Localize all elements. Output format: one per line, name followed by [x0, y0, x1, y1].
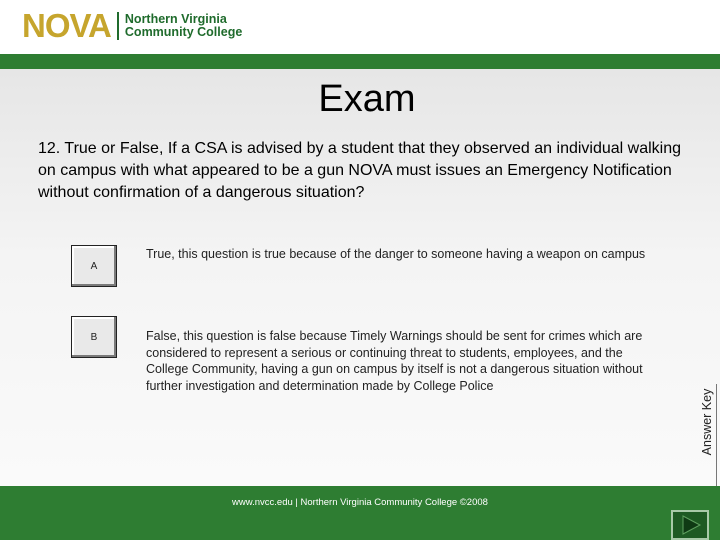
nova-logo [22, 8, 242, 44]
answer-key-text: Answer Key [700, 388, 714, 456]
answer-key-label [697, 386, 717, 458]
slide-title: Exam [318, 78, 416, 120]
play-icon [673, 512, 707, 538]
footer-text: www.nvcc.edu | Northern Virginia Community College ©2008 [232, 497, 488, 508]
header-band [0, 54, 720, 69]
logo-divider [117, 12, 119, 40]
footer [0, 486, 720, 540]
option-b-text: False, this question is false because Timely Warnings should be sent for crimes which are considered to represent a serious or continuing threat to students, employees, and the College Community, having a gun on campus by itself is not a dangerous situation without further investigation and determination made by College Police [146, 329, 643, 393]
logo-line-1: Northern Virginia [124, 12, 227, 26]
next-slide-button[interactable] [671, 510, 709, 540]
logo-text [125, 13, 242, 39]
side-divider [716, 384, 717, 486]
option-b-button[interactable] [71, 316, 117, 358]
question-text: 12. True or False, If a CSA is advised by a student that they observed an individual walking on campus with what appeared to be a gun NOVA must issues an Emergency Notification without confirmation of a dangerous situation? [38, 140, 682, 201]
header [0, 0, 720, 54]
logo-mark: NOVA [22, 7, 111, 44]
logo-line-2: Community College [124, 25, 243, 39]
option-a-letter: A [90, 260, 98, 272]
option-b-letter: B [90, 331, 98, 343]
option-a-button[interactable] [71, 245, 117, 287]
option-a-text: True, this question is true because of the danger to someone having a weapon on campus [146, 247, 646, 261]
